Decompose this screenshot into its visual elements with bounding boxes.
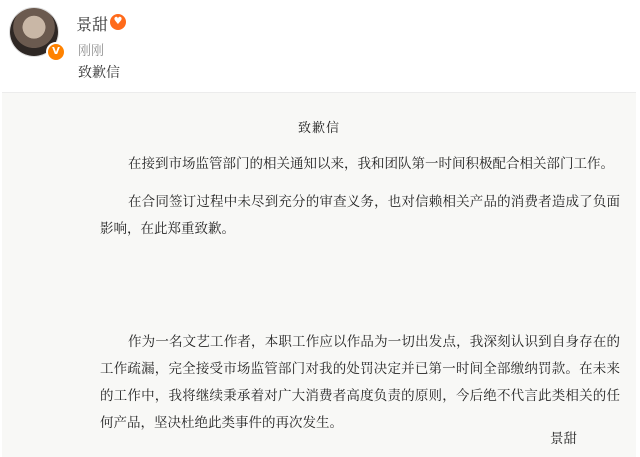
verified-badge-icon: V: [46, 42, 66, 62]
post-time: 刚刚: [78, 44, 105, 59]
user-badge-icon: ♥: [110, 14, 126, 30]
letter-title: 致歉信: [297, 121, 340, 136]
letter-signature: 景甜: [550, 431, 577, 447]
letter-paragraph-1: 在接到市场监管部门的相关通知以来，我和团队第一时间积极配合相关部门工作。: [128, 156, 614, 172]
post-header: [0, 0, 640, 92]
letter-paragraph-2: 在合同签订过程中未尽到充分的审查义务，也对信赖相关产品的消费者造成了负面影响，在此郑重致歉。: [100, 194, 620, 237]
apology-letter-image: [2, 92, 636, 457]
post-text: 致歉信: [78, 65, 120, 81]
author-name[interactable]: 景甜: [76, 15, 109, 34]
letter-paragraph-3: 作为一名文艺工作者，本职工作应以作品为一切出发点，我深刻认识到自身存在的工作疏漏，完全接受市场监管部门对我的处罚决定并已第一时间全部缴纳罚款。在未来的工作中，我将继续秉承着对广大消费者高度负责的原则，今后绝不代言此类相关的任何产品，坚决杜绝此类事件的再次发生。: [100, 334, 620, 431]
